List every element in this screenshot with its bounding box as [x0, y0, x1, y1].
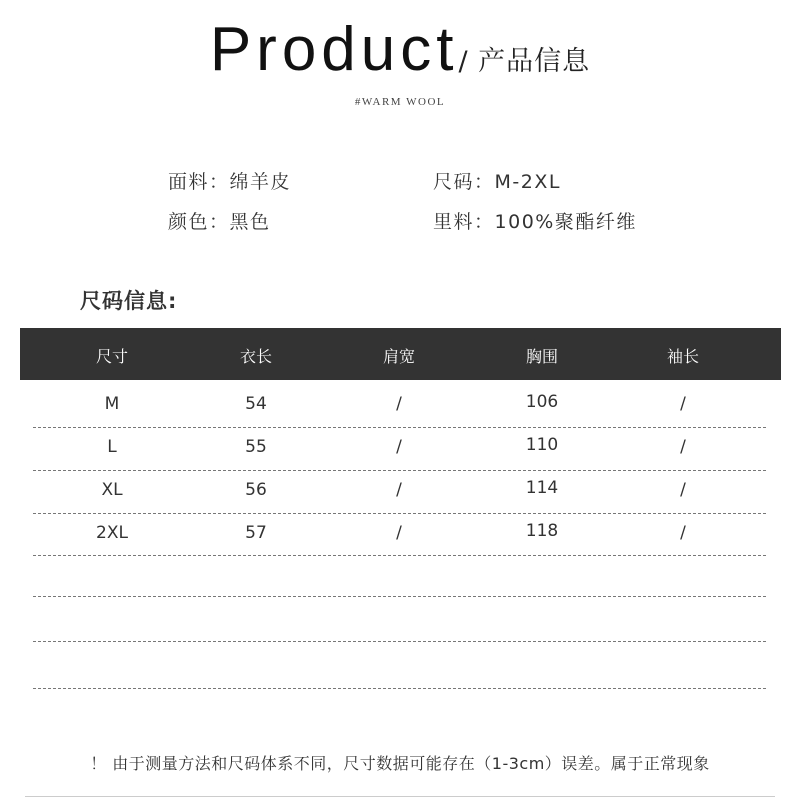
spec-lining — [433, 207, 637, 234]
spec-value: M-2XL — [494, 171, 561, 193]
spec-size — [433, 167, 561, 194]
spec-label: 里料 — [433, 211, 475, 233]
row-divider — [33, 596, 766, 597]
row-divider — [33, 513, 766, 514]
spec-value: 黑色 — [229, 211, 271, 233]
table-cell: / — [396, 437, 402, 457]
title-heading — [0, 14, 800, 85]
table-cell: / — [680, 437, 686, 457]
spec-color — [168, 207, 271, 234]
row-divider — [33, 555, 766, 556]
spec-value: 100%聚酯纤维 — [494, 211, 637, 233]
size-table-header — [20, 328, 781, 380]
table-cell: 118 — [525, 521, 559, 541]
table-cell: 57 — [245, 523, 267, 543]
table-cell: / — [680, 523, 686, 543]
subtitle: #WARM WOOL — [354, 96, 446, 108]
table-cell: / — [396, 480, 402, 500]
table-cell: 110 — [525, 435, 559, 455]
spec-fabric — [168, 167, 291, 194]
size-info-title: 尺码信息: — [80, 289, 178, 313]
table-cell: M — [104, 394, 120, 414]
table-cell: / — [396, 394, 402, 414]
table-cell: 114 — [525, 478, 559, 498]
table-cell: L — [107, 437, 117, 457]
table-cell: 55 — [245, 437, 267, 457]
spec-separator: ： — [474, 171, 495, 193]
spec-separator: ： — [474, 211, 495, 233]
column-header-length: 衣长 — [239, 347, 272, 366]
spec-separator: ： — [209, 171, 230, 193]
table-cell: / — [680, 480, 686, 500]
table-cell: 2XL — [96, 523, 128, 543]
table-cell: XL — [101, 480, 123, 500]
spec-label: 颜色 — [168, 211, 210, 233]
title-chinese: / 产品信息 — [458, 46, 591, 77]
table-cell: 106 — [525, 392, 559, 412]
table-cell: 54 — [245, 394, 267, 414]
spec-label: 面料 — [168, 171, 210, 193]
spec-value: 绵羊皮 — [229, 171, 292, 193]
table-cell: / — [680, 394, 686, 414]
spec-label: 尺码 — [433, 171, 475, 193]
column-header-sleeve: 袖长 — [666, 347, 699, 366]
row-divider — [33, 688, 766, 689]
title-english: Product — [209, 15, 459, 84]
measurement-note: ！ 由于测量方法和尺码体系不同，尺寸数据可能存在（1-3cm）误差。属于正常现象 — [90, 754, 710, 773]
table-cell: 56 — [245, 480, 267, 500]
row-divider — [33, 470, 766, 471]
column-header-size: 尺寸 — [95, 347, 128, 366]
bottom-divider — [25, 796, 775, 797]
table-cell: / — [396, 523, 402, 543]
spec-separator: ： — [209, 211, 230, 233]
column-header-shoulder: 肩宽 — [382, 347, 415, 366]
row-divider — [33, 641, 766, 642]
column-header-chest: 胸围 — [525, 347, 558, 366]
row-divider — [33, 427, 766, 428]
